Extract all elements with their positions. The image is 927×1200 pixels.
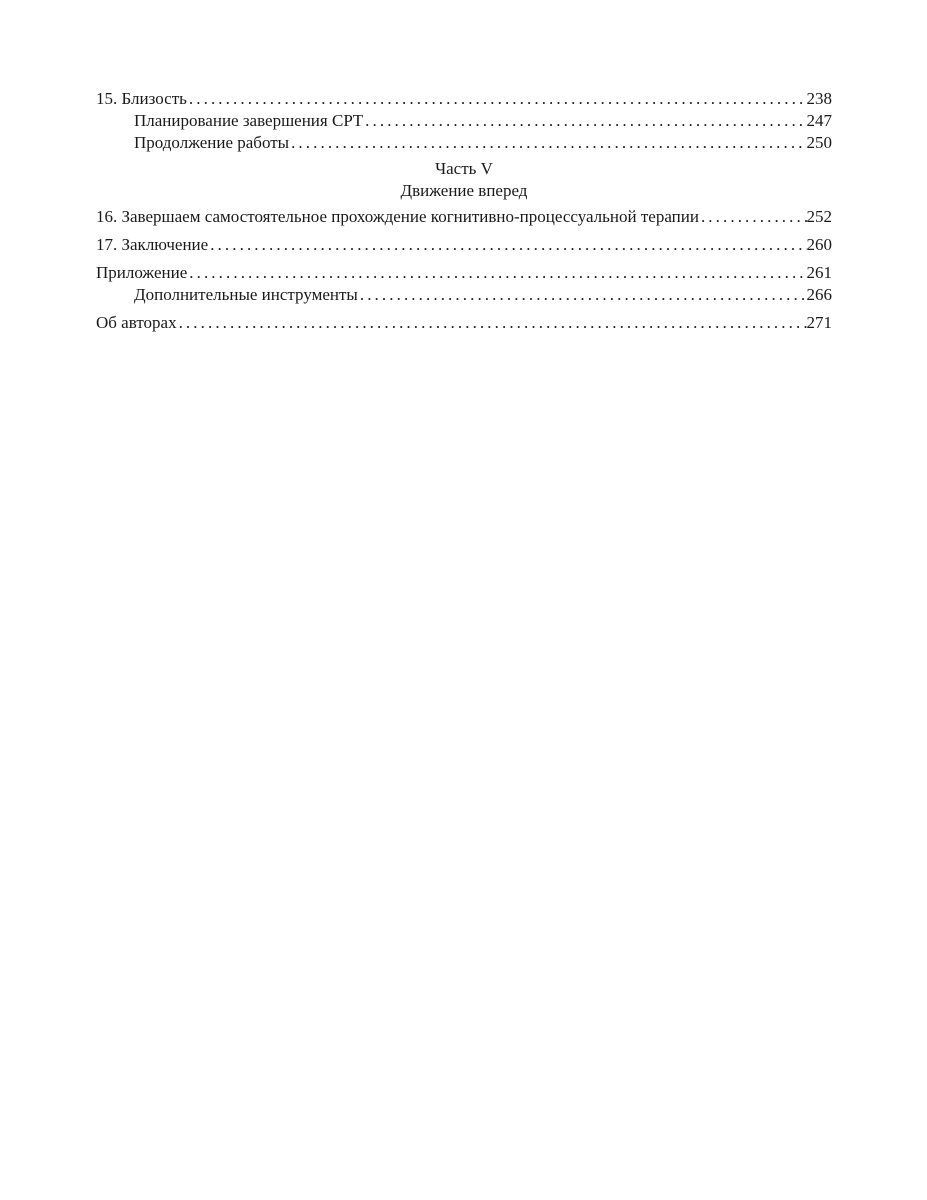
toc-page-number: 250 xyxy=(806,133,832,152)
toc-entry-label: Дополнительные инструменты xyxy=(134,285,358,304)
toc-leader-dots xyxy=(363,110,806,132)
toc-entry-label: Продолжение работы xyxy=(134,133,290,152)
toc-leader-dots xyxy=(187,88,807,110)
toc-page-number: 260 xyxy=(806,235,832,254)
toc-entry-chapter-15 xyxy=(96,88,832,110)
toc-page-number: 252 xyxy=(806,207,832,226)
toc-leader-dots xyxy=(208,234,806,256)
toc-entry-chapter-17 xyxy=(96,234,832,256)
toc-leader-dots xyxy=(289,132,806,154)
toc-page-number: 238 xyxy=(806,89,832,108)
toc-page-number: 247 xyxy=(806,111,832,130)
toc-entry-label: Приложение xyxy=(96,263,188,282)
toc-entry-label: Планирование завершения CPT xyxy=(134,111,364,130)
part-heading: Часть V xyxy=(435,159,493,178)
toc-entry-label: 17. Заключение xyxy=(96,235,209,254)
toc-page-number: 261 xyxy=(806,263,832,282)
part-title: Движение вперед xyxy=(400,181,528,200)
toc-entry-about-authors xyxy=(96,312,832,334)
toc-page-number: 266 xyxy=(806,285,832,304)
toc-leader-dots xyxy=(699,206,807,228)
toc-entry-label: Об авторах xyxy=(96,313,177,332)
toc-entry-chapter-15-section-1 xyxy=(96,110,832,132)
toc-page-number: 271 xyxy=(806,313,832,332)
toc-entry-label: 16. Завершаем самостоятельное прохождение когнитивно-процессуальной терапии xyxy=(96,207,699,226)
toc-entry-label: 15. Близость xyxy=(96,89,187,108)
toc-leader-dots xyxy=(358,284,807,306)
toc-leader-dots xyxy=(177,312,807,334)
toc-entry-chapter-15-section-2 xyxy=(96,132,832,154)
toc-entry-appendix-section-1 xyxy=(96,284,832,306)
toc-entry-chapter-16 xyxy=(96,206,832,228)
table-of-contents xyxy=(96,88,832,334)
toc-entry-appendix xyxy=(96,262,832,284)
toc-leader-dots xyxy=(187,262,806,284)
